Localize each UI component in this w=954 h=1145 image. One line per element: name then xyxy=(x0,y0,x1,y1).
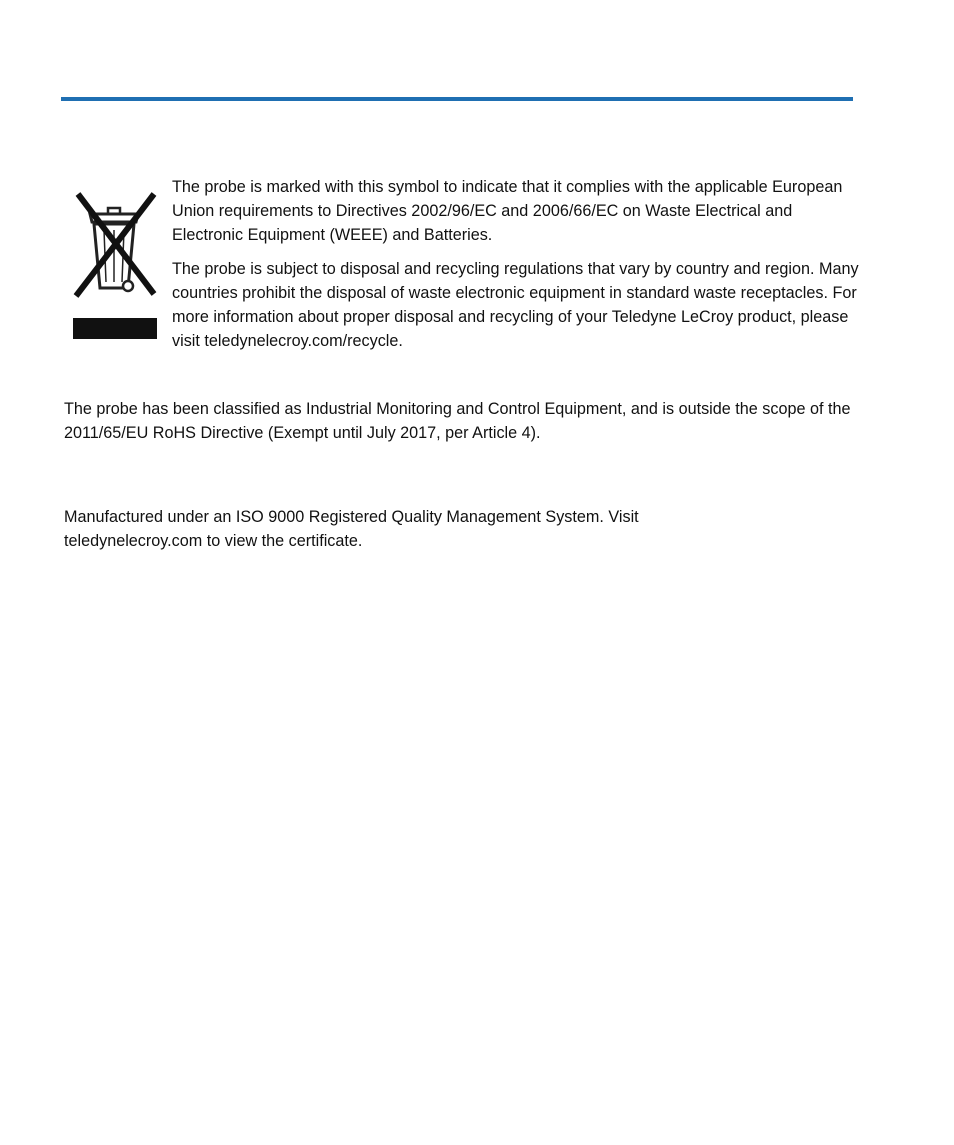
iso-paragraph: Manufactured under an ISO 9000 Registered Quality Management System. Visit teledynelecroy.com to view the certificate. xyxy=(64,508,639,550)
weee-paragraph-1: The probe is marked with this symbol to indicate that it complies with the applicable European Union requirements to Directives 2002/96/EC and 2006/66/EC on Waste Electrical and Electronic Equipment (WEEE) and Batteries. xyxy=(172,178,843,244)
crossed-out-wheelie-bin-icon xyxy=(70,190,160,342)
header-rule xyxy=(61,97,853,101)
weee-section xyxy=(172,175,862,353)
rohs-paragraph: The probe has been classified as Industrial Monitoring and Control Equipment, and is outside the scope of the 2011/65/EU RoHS Directive (Exempt until July 2017, per Article 4). xyxy=(64,400,851,442)
weee-paragraph-2: The probe is subject to disposal and recycling regulations that vary by country and region. Many countries prohibit the disposal of waste electronic equipment in standard waste receptacles. For more information about proper disposal and recycling of your Teledyne LeCroy product, please visit teledynelecroy.com/recycle. xyxy=(172,260,859,350)
iso-section xyxy=(64,505,764,553)
rohs-section xyxy=(64,397,864,445)
